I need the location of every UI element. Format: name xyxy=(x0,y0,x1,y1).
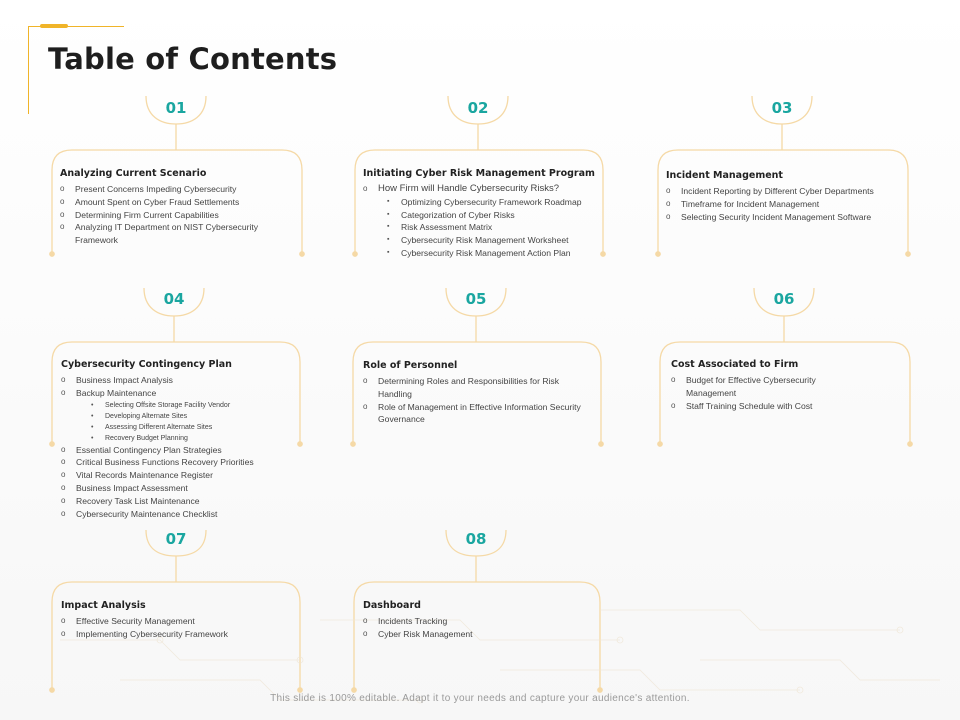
sub-list-item: ▪ Cybersecurity Risk Management Worksheet xyxy=(363,234,599,247)
section-heading: Cybersecurity Contingency Plan xyxy=(61,359,232,370)
list-item: o Business Impact Analysis xyxy=(61,374,293,387)
section-heading: Role of Personnel xyxy=(363,360,458,371)
list-item: o Selecting Security Incident Management Software xyxy=(666,211,902,224)
list-item: o Incidents Tracking xyxy=(363,615,589,628)
list-item: o Amount Spent on Cyber Fraud Settlements xyxy=(60,196,296,209)
page-title: Table of Contents xyxy=(48,42,338,76)
list-item: o Essential Contingency Plan Strategies xyxy=(61,444,293,457)
section-card-06 xyxy=(671,359,831,412)
section-heading: Analyzing Current Scenario xyxy=(60,168,207,179)
list-item: o Incident Reporting by Different Cyber Departments xyxy=(666,185,902,198)
list-item: o Role of Management in Effective Information Security Governance xyxy=(363,401,589,427)
list-item: o How Firm will Handle Cybersecurity Risks? xyxy=(363,183,599,196)
list-item: o Determining Roles and Responsibilities for Risk Handling xyxy=(363,375,589,401)
section-heading: Impact Analysis xyxy=(61,600,146,611)
sub-list-item: ▪ Optimizing Cybersecurity Framework Roadmap xyxy=(363,196,599,209)
section-card-04 xyxy=(61,359,293,520)
section-number: 02 xyxy=(467,99,489,117)
list-item: o Recovery Task List Maintenance xyxy=(61,495,293,508)
section-card-05 xyxy=(363,360,589,426)
section-card-07 xyxy=(61,600,293,641)
list-item: o Determining Firm Current Capabilities xyxy=(60,209,296,222)
corner-accent-line xyxy=(28,26,29,114)
section-card-02 xyxy=(363,168,599,260)
section-number: 03 xyxy=(771,99,793,117)
list-item: o Implementing Cybersecurity Framework xyxy=(61,628,293,641)
sub-list-item: • Assessing Different Alternate Sites xyxy=(61,422,293,433)
corner-accent-bar xyxy=(40,24,68,28)
list-item: o Staff Training Schedule with Cost xyxy=(671,400,831,413)
list-item: o Critical Business Functions Recovery Priorities xyxy=(61,456,293,469)
section-number: 06 xyxy=(773,290,795,308)
list-item: o Timeframe for Incident Management xyxy=(666,198,902,211)
list-item: o Vital Records Maintenance Register xyxy=(61,469,293,482)
sub-list-item: • Recovery Budget Planning xyxy=(61,433,293,444)
section-heading: Incident Management xyxy=(666,170,783,181)
list-item: o Backup Maintenance xyxy=(61,387,293,400)
list-item: o Analyzing IT Department on NIST Cybersecurity Framework xyxy=(60,221,296,247)
section-heading: Initiating Cyber Risk Management Program xyxy=(363,168,595,179)
section-card-03 xyxy=(666,170,902,223)
list-item: o Budget for Effective Cybersecurity Management xyxy=(671,374,831,400)
section-card-08 xyxy=(363,600,589,641)
section-number: 04 xyxy=(163,290,185,308)
sub-list-item: ▪ Risk Assessment Matrix xyxy=(363,221,599,234)
sub-list-item: ▪ Cybersecurity Risk Management Action Plan xyxy=(363,247,599,260)
sub-list-item: • Developing Alternate Sites xyxy=(61,411,293,422)
sub-list-item: • Selecting Offsite Storage Facility Vendor xyxy=(61,400,293,411)
section-number: 05 xyxy=(465,290,487,308)
list-item: o Cyber Risk Management xyxy=(363,628,589,641)
section-number: 08 xyxy=(465,530,487,548)
list-item: o Business Impact Assessment xyxy=(61,482,293,495)
section-heading: Cost Associated to Firm xyxy=(671,359,799,370)
section-number: 01 xyxy=(165,99,187,117)
sub-list-item: ▪ Categorization of Cyber Risks xyxy=(363,209,599,222)
list-item: o Effective Security Management xyxy=(61,615,293,628)
section-number: 07 xyxy=(165,530,187,548)
list-item: o Cybersecurity Maintenance Checklist xyxy=(61,508,293,521)
footer-note: This slide is 100% editable. Adapt it to your needs and capture your audience's attention. xyxy=(270,693,690,704)
list-item: o Present Concerns Impeding Cybersecurity xyxy=(60,183,296,196)
section-heading: Dashboard xyxy=(363,600,421,611)
section-card-01 xyxy=(60,168,296,247)
